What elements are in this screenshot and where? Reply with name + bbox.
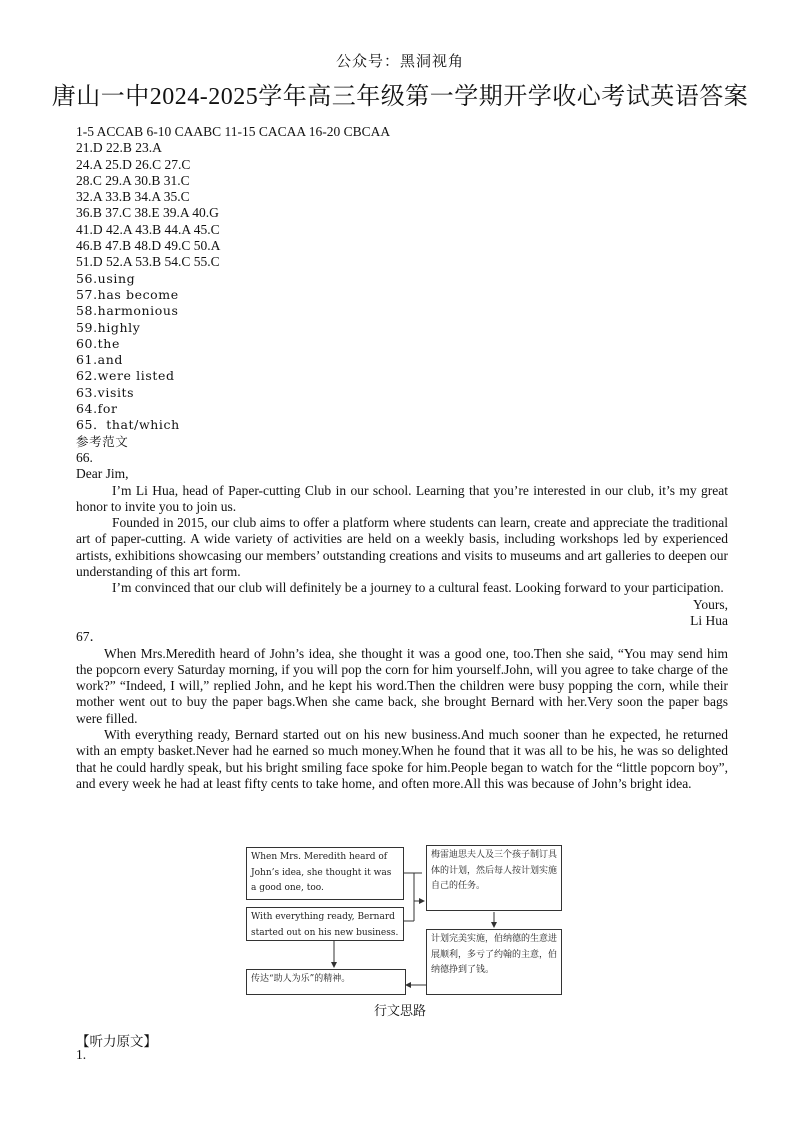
question-number: 66. [76, 449, 93, 465]
answer-row: 46.B 47.B 48.D 49.C 50.A [76, 238, 221, 254]
answer-row: 24.A 25.D 26.C 27.C [76, 156, 191, 172]
fill-answer: 62.were listed [76, 368, 175, 384]
fill-answer: 58.harmonious [76, 303, 179, 319]
diagram-box-second: With everything ready, Bernard started out on his new business. [246, 907, 404, 941]
diagram-box-opening: When Mrs. Meredith heard of John’s idea, she thought it was a good one, too. [246, 847, 404, 900]
writing-flow-diagram [244, 843, 566, 1003]
answer-row: 28.C 29.A 30.B 31.C [76, 172, 190, 188]
listening-item: 1. [76, 1047, 87, 1062]
answer-row: 51.D 52.A 53.B 54.C 55.C [76, 254, 220, 270]
answer-row: 21.D 22.B 23.A [76, 140, 162, 156]
story-paragraph: When Mrs.Meredith heard of John’s idea, she thought it was a good one, too.Then she said, “You may send him the popcorn every Saturday morning, if you will pop the corn for him yourself.John, will you agree to take charge of the work?” “Indeed, I will,” replied John, and he kept his word.Then the children were busy popping the corn, while their mother went out to buy the paper bags.When she came back, she brought Bernard with her.Very soon the paper bags were filled. [76, 645, 728, 726]
letter-signature: Li Hua [690, 612, 728, 628]
answer-row: 32.A 33.B 34.A 35.C [76, 189, 190, 205]
answer-row: 41.D 42.A 43.B 44.A 45.C [76, 221, 220, 237]
fill-answer: 60.the [76, 335, 120, 351]
fill-answer: 57.has become [76, 286, 179, 302]
letter-paragraph: Founded in 2015, our club aims to offer a platform where students can learn, create and appreciate the traditional art of paper-cutting. A wide variety of activities are held on a weekly basis, including workshops led by experienced artists, exhibitions showcasing our members’ outstanding creations and visits to museums and art galleries to deepen our understanding of this art form. [76, 515, 728, 580]
answer-row: 36.B 37.C 38.E 39.A 40.G [76, 205, 219, 221]
document-body [76, 124, 728, 792]
listening-heading: 【听力原文】 [76, 1034, 157, 1050]
diagram-box-theme: 传达“助人为乐”的精神。 [246, 969, 406, 995]
answer-row: 1-5 ACCAB 6-10 CAABC 11-15 CACAA 16-20 CBCAA [76, 124, 391, 139]
diagram-box-plan: 梅雷迪思夫人及三个孩子制订具体的计划，然后每人按计划实施自己的任务。 [426, 845, 562, 911]
letter-paragraph: I’m convinced that our club will definitely be a journey to a cultural feast. Looking forward to your participation. [112, 580, 724, 596]
question-number: 67． [76, 629, 103, 645]
letter-greeting: Dear Jim, [76, 466, 129, 482]
diagram-box-result: 计划完美实施，伯纳德的生意进展顺利，多亏了约翰的主意，伯纳德挣到了钱。 [426, 929, 562, 995]
letter-closing: Yours, [692, 596, 728, 612]
fill-answer: 59.highly [76, 319, 141, 335]
fill-answer: 63.visits [76, 384, 135, 400]
watermark: 公众号：黑洞视角 [335, 52, 464, 70]
sample-heading: 参考范文 [76, 433, 129, 449]
page-title: 唐山一中2024-2025学年高三年级第一学期开学收心考试英语答案 [51, 84, 749, 110]
fill-answer: 65．that/which [76, 417, 180, 433]
diagram-caption: 行文思路 [373, 1004, 426, 1019]
fill-answer: 56.using [76, 270, 136, 286]
fill-answer: 64.for [76, 401, 118, 417]
story-paragraph: With everything ready, Bernard started out on his new business.And much sooner than he expected, he returned with an empty basket.Never had he earned so much money.When he found that it was all to be his, he was so delighted that he could hardly speak, but his bright smiling face spoke for him.People began to watch for the “little popcorn boy”, and every week he had at least fifty cents to take home, and often more.All this was because of John’s bright idea. [76, 726, 728, 791]
fill-answer: 61.and [76, 352, 123, 368]
letter-paragraph: I’m Li Hua, head of Paper-cutting Club in our school. Learning that you’re interested in our club, it’s my great honor to invite you to join us. [76, 482, 728, 514]
